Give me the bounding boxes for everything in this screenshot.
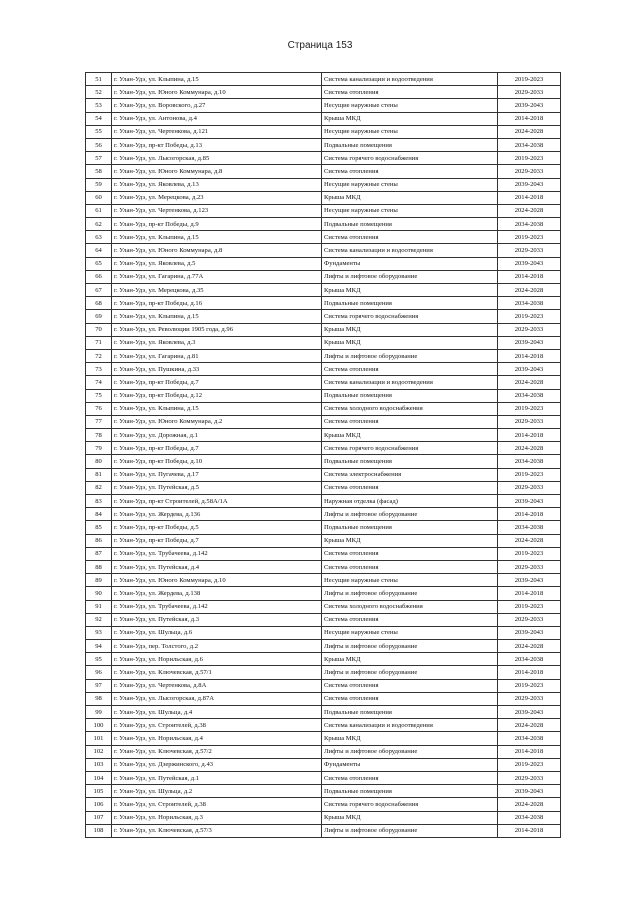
period-cell: 2034-2038 xyxy=(498,811,561,824)
row-number-cell: 89 xyxy=(86,574,112,587)
work-type-cell: Система горячего водоснабжения xyxy=(322,310,498,323)
row-number-cell: 87 xyxy=(86,547,112,560)
row-number-cell: 88 xyxy=(86,560,112,573)
table-row xyxy=(86,112,561,125)
table-row xyxy=(86,574,561,587)
row-number-cell: 67 xyxy=(86,284,112,297)
period-cell: 2029-2033 xyxy=(498,415,561,428)
work-type-cell: Система отопления xyxy=(322,692,498,705)
period-cell: 2029-2033 xyxy=(498,481,561,494)
address-cell: г. Улан-Удэ, ул. Путейская, д.5 xyxy=(112,481,322,494)
row-number-cell: 52 xyxy=(86,86,112,99)
row-number-cell: 62 xyxy=(86,218,112,231)
row-number-cell: 102 xyxy=(86,745,112,758)
row-number-cell: 106 xyxy=(86,798,112,811)
address-cell: г. Улан-Удэ, ул. Шульца, д.2 xyxy=(112,785,322,798)
address-cell: г. Улан-Удэ, ул. Яковлева, д.3 xyxy=(112,336,322,349)
address-cell: г. Улан-Удэ, ул. Дорожная, д.1 xyxy=(112,429,322,442)
address-cell: г. Улан-Удэ, пр-кт Победы, д.10 xyxy=(112,455,322,468)
work-type-cell: Система канализации и водоотведения xyxy=(322,244,498,257)
address-cell: г. Улан-Удэ, ул. Юного Коммунара, д.10 xyxy=(112,574,322,587)
work-type-cell: Система горячего водоснабжения xyxy=(322,798,498,811)
address-cell: г. Улан-Удэ, ул. Ключевская, д.57/1 xyxy=(112,666,322,679)
table-row xyxy=(86,138,561,151)
work-type-cell: Лифты и лифтовое оборудование xyxy=(322,745,498,758)
work-type-cell: Несущие наружные стены xyxy=(322,204,498,217)
work-type-cell: Система отопления xyxy=(322,86,498,99)
table-row xyxy=(86,732,561,745)
address-cell: г. Улан-Удэ, ул. Клыпина, д.15 xyxy=(112,310,322,323)
period-cell: 2039-2043 xyxy=(498,574,561,587)
table-row xyxy=(86,719,561,732)
row-number-cell: 58 xyxy=(86,165,112,178)
address-cell: г. Улан-Удэ, ул. Гагарина, д.77А xyxy=(112,270,322,283)
work-type-cell: Система холодного водоснабжения xyxy=(322,402,498,415)
period-cell: 2029-2033 xyxy=(498,165,561,178)
table-row xyxy=(86,284,561,297)
row-number-cell: 63 xyxy=(86,231,112,244)
work-type-cell: Лифты и лифтовое оборудование xyxy=(322,349,498,362)
row-number-cell: 76 xyxy=(86,402,112,415)
row-number-cell: 86 xyxy=(86,534,112,547)
table-row xyxy=(86,165,561,178)
table-row xyxy=(86,389,561,402)
row-number-cell: 51 xyxy=(86,73,112,86)
work-type-cell: Несущие наружные стены xyxy=(322,626,498,639)
table-row xyxy=(86,363,561,376)
table-row xyxy=(86,785,561,798)
address-cell: г. Улан-Удэ, ул. Жердева, д.138 xyxy=(112,587,322,600)
period-cell: 2039-2043 xyxy=(498,99,561,112)
address-cell: г. Улан-Удэ, ул. Трубачеева, д.142 xyxy=(112,547,322,560)
work-type-cell: Крыша МКД xyxy=(322,336,498,349)
row-number-cell: 100 xyxy=(86,719,112,732)
table-row xyxy=(86,547,561,560)
row-number-cell: 64 xyxy=(86,244,112,257)
table-row xyxy=(86,653,561,666)
address-cell: г. Улан-Удэ, ул. Пугачева, д.17 xyxy=(112,468,322,481)
table-row xyxy=(86,178,561,191)
row-number-cell: 59 xyxy=(86,178,112,191)
work-type-cell: Система отопления xyxy=(322,613,498,626)
table-row xyxy=(86,534,561,547)
table-row xyxy=(86,86,561,99)
table-row xyxy=(86,376,561,389)
period-cell: 2024-2028 xyxy=(498,640,561,653)
period-cell: 2039-2043 xyxy=(498,336,561,349)
table-row xyxy=(86,758,561,771)
table-row xyxy=(86,429,561,442)
table-row xyxy=(86,771,561,784)
table-body xyxy=(86,73,561,838)
period-cell: 2034-2038 xyxy=(498,297,561,310)
table-row xyxy=(86,152,561,165)
period-cell: 2029-2033 xyxy=(498,244,561,257)
row-number-cell: 54 xyxy=(86,112,112,125)
address-cell: г. Улан-Удэ, ул. Клыпина, д.15 xyxy=(112,73,322,86)
row-number-cell: 61 xyxy=(86,204,112,217)
row-number-cell: 73 xyxy=(86,363,112,376)
address-cell: г. Улан-Удэ, ул. Чертенкова, д.8А xyxy=(112,679,322,692)
period-cell: 2019-2023 xyxy=(498,600,561,613)
work-type-cell: Система отопления xyxy=(322,481,498,494)
period-cell: 2019-2023 xyxy=(498,73,561,86)
row-number-cell: 93 xyxy=(86,626,112,639)
work-type-cell: Несущие наружные стены xyxy=(322,99,498,112)
work-type-cell: Лифты и лифтовое оборудование xyxy=(322,640,498,653)
row-number-cell: 83 xyxy=(86,495,112,508)
work-type-cell: Система отопления xyxy=(322,415,498,428)
table-row xyxy=(86,811,561,824)
work-type-cell: Лифты и лифтовое оборудование xyxy=(322,270,498,283)
work-type-cell: Несущие наружные стены xyxy=(322,178,498,191)
address-cell: г. Улан-Удэ, ул. Мерецкова, д.35 xyxy=(112,284,322,297)
address-cell: г. Улан-Удэ, пер. Толстого, д.2 xyxy=(112,640,322,653)
row-number-cell: 57 xyxy=(86,152,112,165)
period-cell: 2019-2023 xyxy=(498,231,561,244)
table-row xyxy=(86,244,561,257)
table-row xyxy=(86,495,561,508)
work-type-cell: Система горячего водоснабжения xyxy=(322,442,498,455)
address-cell: г. Улан-Удэ, ул. Норильская, д.4 xyxy=(112,732,322,745)
work-type-cell: Подвальные помещения xyxy=(322,706,498,719)
row-number-cell: 70 xyxy=(86,323,112,336)
row-number-cell: 104 xyxy=(86,771,112,784)
period-cell: 2024-2028 xyxy=(498,125,561,138)
work-type-cell: Лифты и лифтовое оборудование xyxy=(322,824,498,837)
work-type-cell: Крыша МКД xyxy=(322,323,498,336)
address-cell: г. Улан-Удэ, пр-кт Победы, д.7 xyxy=(112,376,322,389)
table-row xyxy=(86,666,561,679)
address-cell: г. Улан-Удэ, пр-кт Победы, д.16 xyxy=(112,297,322,310)
period-cell: 2024-2028 xyxy=(498,798,561,811)
period-cell: 2019-2023 xyxy=(498,310,561,323)
period-cell: 2039-2043 xyxy=(498,363,561,376)
work-type-cell: Лифты и лифтовое оборудование xyxy=(322,666,498,679)
work-type-cell: Подвальные помещения xyxy=(322,389,498,402)
period-cell: 2019-2023 xyxy=(498,402,561,415)
work-type-cell: Фундаменты xyxy=(322,758,498,771)
period-cell: 2034-2038 xyxy=(498,389,561,402)
table-row xyxy=(86,310,561,323)
period-cell: 2039-2043 xyxy=(498,785,561,798)
address-cell: г. Улан-Удэ, ул. Строителей, д.38 xyxy=(112,798,322,811)
row-number-cell: 78 xyxy=(86,429,112,442)
address-cell: г. Улан-Удэ, ул. Клыпина, д.15 xyxy=(112,231,322,244)
address-cell: г. Улан-Удэ, ул. Путейская, д.1 xyxy=(112,771,322,784)
row-number-cell: 97 xyxy=(86,679,112,692)
row-number-cell: 85 xyxy=(86,521,112,534)
row-number-cell: 56 xyxy=(86,138,112,151)
period-cell: 2024-2028 xyxy=(498,376,561,389)
row-number-cell: 66 xyxy=(86,270,112,283)
table-row xyxy=(86,415,561,428)
period-cell: 2024-2028 xyxy=(498,442,561,455)
table-row xyxy=(86,270,561,283)
table-row xyxy=(86,587,561,600)
period-cell: 2029-2033 xyxy=(498,771,561,784)
period-cell: 2014-2018 xyxy=(498,587,561,600)
address-cell: г. Улан-Удэ, пр-кт Победы, д.9 xyxy=(112,218,322,231)
row-number-cell: 90 xyxy=(86,587,112,600)
row-number-cell: 74 xyxy=(86,376,112,389)
row-number-cell: 98 xyxy=(86,692,112,705)
period-cell: 2019-2023 xyxy=(498,758,561,771)
period-cell: 2039-2043 xyxy=(498,626,561,639)
table-row xyxy=(86,626,561,639)
table-row xyxy=(86,191,561,204)
table-row xyxy=(86,521,561,534)
address-cell: г. Улан-Удэ, пр-кт Победы, д.7 xyxy=(112,534,322,547)
table-row xyxy=(86,824,561,837)
address-cell: г. Улан-Удэ, ул. Дзержинского, д.43 xyxy=(112,758,322,771)
period-cell: 2014-2018 xyxy=(498,429,561,442)
address-cell: г. Улан-Удэ, пр-кт Победы, д.12 xyxy=(112,389,322,402)
work-type-cell: Несущие наружные стены xyxy=(322,574,498,587)
work-type-cell: Крыша МКД xyxy=(322,653,498,666)
period-cell: 2019-2023 xyxy=(498,547,561,560)
work-type-cell: Крыша МКД xyxy=(322,429,498,442)
period-cell: 2034-2038 xyxy=(498,455,561,468)
table-row xyxy=(86,336,561,349)
table-row xyxy=(86,402,561,415)
table-row xyxy=(86,231,561,244)
row-number-cell: 99 xyxy=(86,706,112,719)
work-type-cell: Система отопления xyxy=(322,679,498,692)
row-number-cell: 91 xyxy=(86,600,112,613)
work-type-cell: Система холодного водоснабжения xyxy=(322,600,498,613)
table-row xyxy=(86,257,561,270)
table-row xyxy=(86,125,561,138)
address-cell: г. Улан-Удэ, ул. Антонова, д.4 xyxy=(112,112,322,125)
period-cell: 2034-2038 xyxy=(498,521,561,534)
table-row xyxy=(86,679,561,692)
address-cell: г. Улан-Удэ, ул. Путейская, д.3 xyxy=(112,613,322,626)
address-cell: г. Улан-Удэ, ул. Трубачеева, д.142 xyxy=(112,600,322,613)
period-cell: 2029-2033 xyxy=(498,86,561,99)
work-type-cell: Система отопления xyxy=(322,547,498,560)
work-type-cell: Система канализации и водоотведения xyxy=(322,719,498,732)
table-row xyxy=(86,455,561,468)
work-type-cell: Система отопления xyxy=(322,560,498,573)
table-row xyxy=(86,204,561,217)
row-number-cell: 84 xyxy=(86,508,112,521)
address-cell: г. Улан-Удэ, ул. Юного Коммунара, д.10 xyxy=(112,86,322,99)
row-number-cell: 105 xyxy=(86,785,112,798)
address-cell: г. Улан-Удэ, ул. Мерецкова, д.23 xyxy=(112,191,322,204)
period-cell: 2014-2018 xyxy=(498,745,561,758)
repair-schedule-table xyxy=(85,72,561,838)
row-number-cell: 79 xyxy=(86,442,112,455)
address-cell: г. Улан-Удэ, ул. Норильская, д.6 xyxy=(112,653,322,666)
period-cell: 2029-2033 xyxy=(498,323,561,336)
period-cell: 2029-2033 xyxy=(498,560,561,573)
address-cell: г. Улан-Удэ, ул. Юного Коммунара, д.8 xyxy=(112,165,322,178)
address-cell: г. Улан-Удэ, ул. Яковлева, д.13 xyxy=(112,178,322,191)
period-cell: 2024-2028 xyxy=(498,204,561,217)
row-number-cell: 68 xyxy=(86,297,112,310)
row-number-cell: 69 xyxy=(86,310,112,323)
work-type-cell: Система отопления xyxy=(322,231,498,244)
table-row xyxy=(86,560,561,573)
work-type-cell: Система канализации и водоотведения xyxy=(322,73,498,86)
period-cell: 2034-2038 xyxy=(498,218,561,231)
work-type-cell: Крыша МКД xyxy=(322,191,498,204)
table-row xyxy=(86,706,561,719)
work-type-cell: Несущие наружные стены xyxy=(322,125,498,138)
period-cell: 2029-2033 xyxy=(498,692,561,705)
period-cell: 2014-2018 xyxy=(498,270,561,283)
table-row xyxy=(86,99,561,112)
address-cell: г. Улан-Удэ, ул. Путейская, д.4 xyxy=(112,560,322,573)
table-row xyxy=(86,442,561,455)
address-cell: г. Улан-Удэ, ул. Лысогорская, д.87А xyxy=(112,692,322,705)
work-type-cell: Подвальные помещения xyxy=(322,521,498,534)
table-row xyxy=(86,600,561,613)
work-type-cell: Система отопления xyxy=(322,165,498,178)
period-cell: 2014-2018 xyxy=(498,666,561,679)
work-type-cell: Система электроснабжения xyxy=(322,468,498,481)
row-number-cell: 71 xyxy=(86,336,112,349)
address-cell: г. Улан-Удэ, ул. Шульца, д.6 xyxy=(112,626,322,639)
period-cell: 2019-2023 xyxy=(498,679,561,692)
work-type-cell: Система горячего водоснабжения xyxy=(322,152,498,165)
period-cell: 2024-2028 xyxy=(498,719,561,732)
period-cell: 2014-2018 xyxy=(498,824,561,837)
work-type-cell: Крыша МКД xyxy=(322,112,498,125)
period-cell: 2029-2033 xyxy=(498,613,561,626)
period-cell: 2039-2043 xyxy=(498,178,561,191)
work-type-cell: Подвальные помещения xyxy=(322,297,498,310)
period-cell: 2024-2028 xyxy=(498,534,561,547)
work-type-cell: Подвальные помещения xyxy=(322,785,498,798)
row-number-cell: 94 xyxy=(86,640,112,653)
address-cell: г. Улан-Удэ, пр-кт Победы, д.13 xyxy=(112,138,322,151)
row-number-cell: 65 xyxy=(86,257,112,270)
row-number-cell: 103 xyxy=(86,758,112,771)
work-type-cell: Крыша МКД xyxy=(322,811,498,824)
address-cell: г. Улан-Удэ, ул. Революции 1905 года, д.96 xyxy=(112,323,322,336)
table-row xyxy=(86,468,561,481)
row-number-cell: 101 xyxy=(86,732,112,745)
row-number-cell: 81 xyxy=(86,468,112,481)
period-cell: 2014-2018 xyxy=(498,508,561,521)
period-cell: 2039-2043 xyxy=(498,257,561,270)
work-type-cell: Крыша МКД xyxy=(322,534,498,547)
row-number-cell: 95 xyxy=(86,653,112,666)
row-number-cell: 75 xyxy=(86,389,112,402)
row-number-cell: 107 xyxy=(86,811,112,824)
row-number-cell: 92 xyxy=(86,613,112,626)
work-type-cell: Система отопления xyxy=(322,363,498,376)
address-cell: г. Улан-Удэ, пр-кт Победы, д.7 xyxy=(112,442,322,455)
table-row xyxy=(86,745,561,758)
row-number-cell: 55 xyxy=(86,125,112,138)
address-cell: г. Улан-Удэ, ул. Пушкина, д.33 xyxy=(112,363,322,376)
work-type-cell: Подвальные помещения xyxy=(322,455,498,468)
period-cell: 2024-2028 xyxy=(498,284,561,297)
table-row xyxy=(86,297,561,310)
work-type-cell: Подвальные помещения xyxy=(322,138,498,151)
work-type-cell: Фундаменты xyxy=(322,257,498,270)
table-row xyxy=(86,73,561,86)
row-number-cell: 82 xyxy=(86,481,112,494)
table-row xyxy=(86,508,561,521)
row-number-cell: 72 xyxy=(86,349,112,362)
address-cell: г. Улан-Удэ, ул. Яковлева, д.5 xyxy=(112,257,322,270)
address-cell: г. Улан-Удэ, ул. Чертенкова, д.123 xyxy=(112,204,322,217)
row-number-cell: 77 xyxy=(86,415,112,428)
period-cell: 2019-2023 xyxy=(498,152,561,165)
work-type-cell: Система канализации и водоотведения xyxy=(322,376,498,389)
work-type-cell: Подвальные помещения xyxy=(322,218,498,231)
work-type-cell: Наружная отделка (фасад) xyxy=(322,495,498,508)
table-row xyxy=(86,692,561,705)
period-cell: 2034-2038 xyxy=(498,138,561,151)
work-type-cell: Крыша МКД xyxy=(322,732,498,745)
address-cell: г. Улан-Удэ, пр-кт Строителей, д.58А/1А xyxy=(112,495,322,508)
address-cell: г. Улан-Удэ, ул. Гагарина, д.81 xyxy=(112,349,322,362)
address-cell: г. Улан-Удэ, ул. Шульца, д.4 xyxy=(112,706,322,719)
table-row xyxy=(86,323,561,336)
work-type-cell: Система отопления xyxy=(322,771,498,784)
row-number-cell: 108 xyxy=(86,824,112,837)
period-cell: 2014-2018 xyxy=(498,112,561,125)
address-cell: г. Улан-Удэ, ул. Строителей, д.38 xyxy=(112,719,322,732)
table-row xyxy=(86,613,561,626)
row-number-cell: 53 xyxy=(86,99,112,112)
address-cell: г. Улан-Удэ, ул. Юного Коммунара, д.8 xyxy=(112,244,322,257)
address-cell: г. Улан-Удэ, ул. Жердева, д.136 xyxy=(112,508,322,521)
address-cell: г. Улан-Удэ, ул. Ключевская, д.57/2 xyxy=(112,745,322,758)
table-row xyxy=(86,218,561,231)
address-cell: г. Улан-Удэ, ул. Юного Коммунара, д.2 xyxy=(112,415,322,428)
address-cell: г. Улан-Удэ, ул. Воровского, д.27 xyxy=(112,99,322,112)
period-cell: 2014-2018 xyxy=(498,191,561,204)
table-row xyxy=(86,349,561,362)
address-cell: г. Улан-Удэ, ул. Лысогорская, д.85 xyxy=(112,152,322,165)
period-cell: 2034-2038 xyxy=(498,732,561,745)
table-row xyxy=(86,640,561,653)
work-type-cell: Лифты и лифтовое оборудование xyxy=(322,508,498,521)
work-type-cell: Лифты и лифтовое оборудование xyxy=(322,587,498,600)
address-cell: г. Улан-Удэ, пр-кт Победы, д.5 xyxy=(112,521,322,534)
period-cell: 2039-2043 xyxy=(498,495,561,508)
address-cell: г. Улан-Удэ, ул. Ключевская, д.57/3 xyxy=(112,824,322,837)
table-row xyxy=(86,798,561,811)
period-cell: 2014-2018 xyxy=(498,349,561,362)
address-cell: г. Улан-Удэ, ул. Клыпина, д.15 xyxy=(112,402,322,415)
page-number-header: Страница 153 xyxy=(287,40,353,51)
period-cell: 2034-2038 xyxy=(498,653,561,666)
row-number-cell: 96 xyxy=(86,666,112,679)
period-cell: 2039-2043 xyxy=(498,706,561,719)
address-cell: г. Улан-Удэ, ул. Норильская, д.3 xyxy=(112,811,322,824)
row-number-cell: 60 xyxy=(86,191,112,204)
period-cell: 2019-2023 xyxy=(498,468,561,481)
address-cell: г. Улан-Удэ, ул. Чертенкова, д.121 xyxy=(112,125,322,138)
row-number-cell: 80 xyxy=(86,455,112,468)
work-type-cell: Крыша МКД xyxy=(322,284,498,297)
table-row xyxy=(86,481,561,494)
